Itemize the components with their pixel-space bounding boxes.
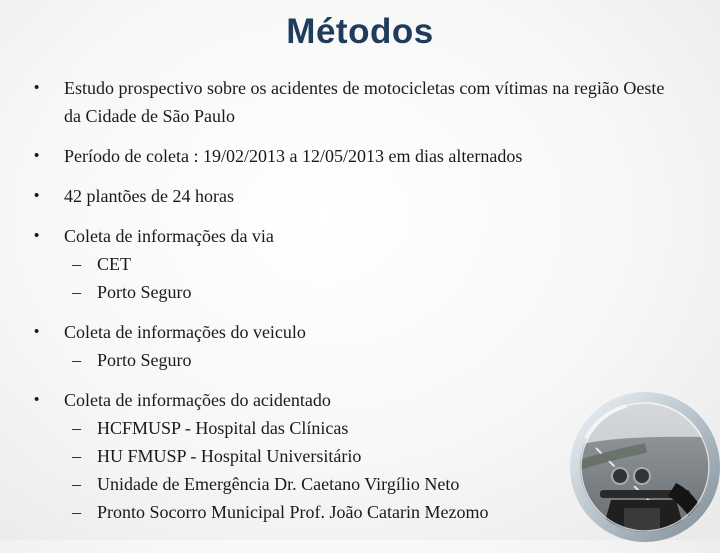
bullet-text: Período de coleta : 19/02/2013 a 12/05/2013 em dias alternados <box>64 146 523 166</box>
dash-icon: – <box>72 502 81 522</box>
dash-icon: – <box>72 418 81 438</box>
sub-item-text: HU FMUSP - Hospital Universitário <box>97 446 362 466</box>
sub-list <box>64 250 674 306</box>
magnifying-glass-motorcycle-photo-icon <box>556 378 720 553</box>
bullet-dot-icon: • <box>34 323 40 340</box>
dash-icon: – <box>72 254 81 274</box>
sub-list <box>64 346 674 374</box>
bullet-item <box>34 182 674 210</box>
bullet-dot-icon: • <box>34 79 40 96</box>
bullet-item <box>34 318 674 374</box>
sub-item-text: Pronto Socorro Municipal Prof. João Catarin Mezomo <box>97 502 489 522</box>
bullet-item <box>34 74 674 130</box>
sub-item <box>72 346 674 374</box>
sub-item-text: CET <box>97 254 131 274</box>
sub-item-text: Porto Seguro <box>97 350 192 370</box>
bullet-dot-icon: • <box>34 391 40 408</box>
sub-item-text: HCFMUSP - Hospital das Clínicas <box>97 418 349 438</box>
sub-item <box>72 278 674 306</box>
bullet-text: Coleta de informações da via <box>64 226 274 246</box>
bullet-item <box>34 222 674 306</box>
bullet-text: Estudo prospectivo sobre os acidentes de motocicletas com vítimas na região Oeste da Cidade de São Paulo <box>64 78 665 126</box>
bullet-text: Coleta de informações do acidentado <box>64 390 331 410</box>
bullet-text: Coleta de informações do veiculo <box>64 322 306 342</box>
bullet-dot-icon: • <box>34 227 40 244</box>
dash-icon: – <box>72 282 81 302</box>
bullet-item <box>34 142 674 170</box>
slide-title: Métodos <box>286 12 434 51</box>
bullet-text: 42 plantões de 24 horas <box>64 186 234 206</box>
bullet-dot-icon: • <box>34 187 40 204</box>
bullet-dot-icon: • <box>34 147 40 164</box>
dash-icon: – <box>72 474 81 494</box>
sub-item-text: Porto Seguro <box>97 282 192 302</box>
sub-item <box>72 250 674 278</box>
dash-icon: – <box>72 350 81 370</box>
sub-item-text: Unidade de Emergência Dr. Caetano Virgílio Neto <box>97 474 460 494</box>
dash-icon: – <box>72 446 81 466</box>
